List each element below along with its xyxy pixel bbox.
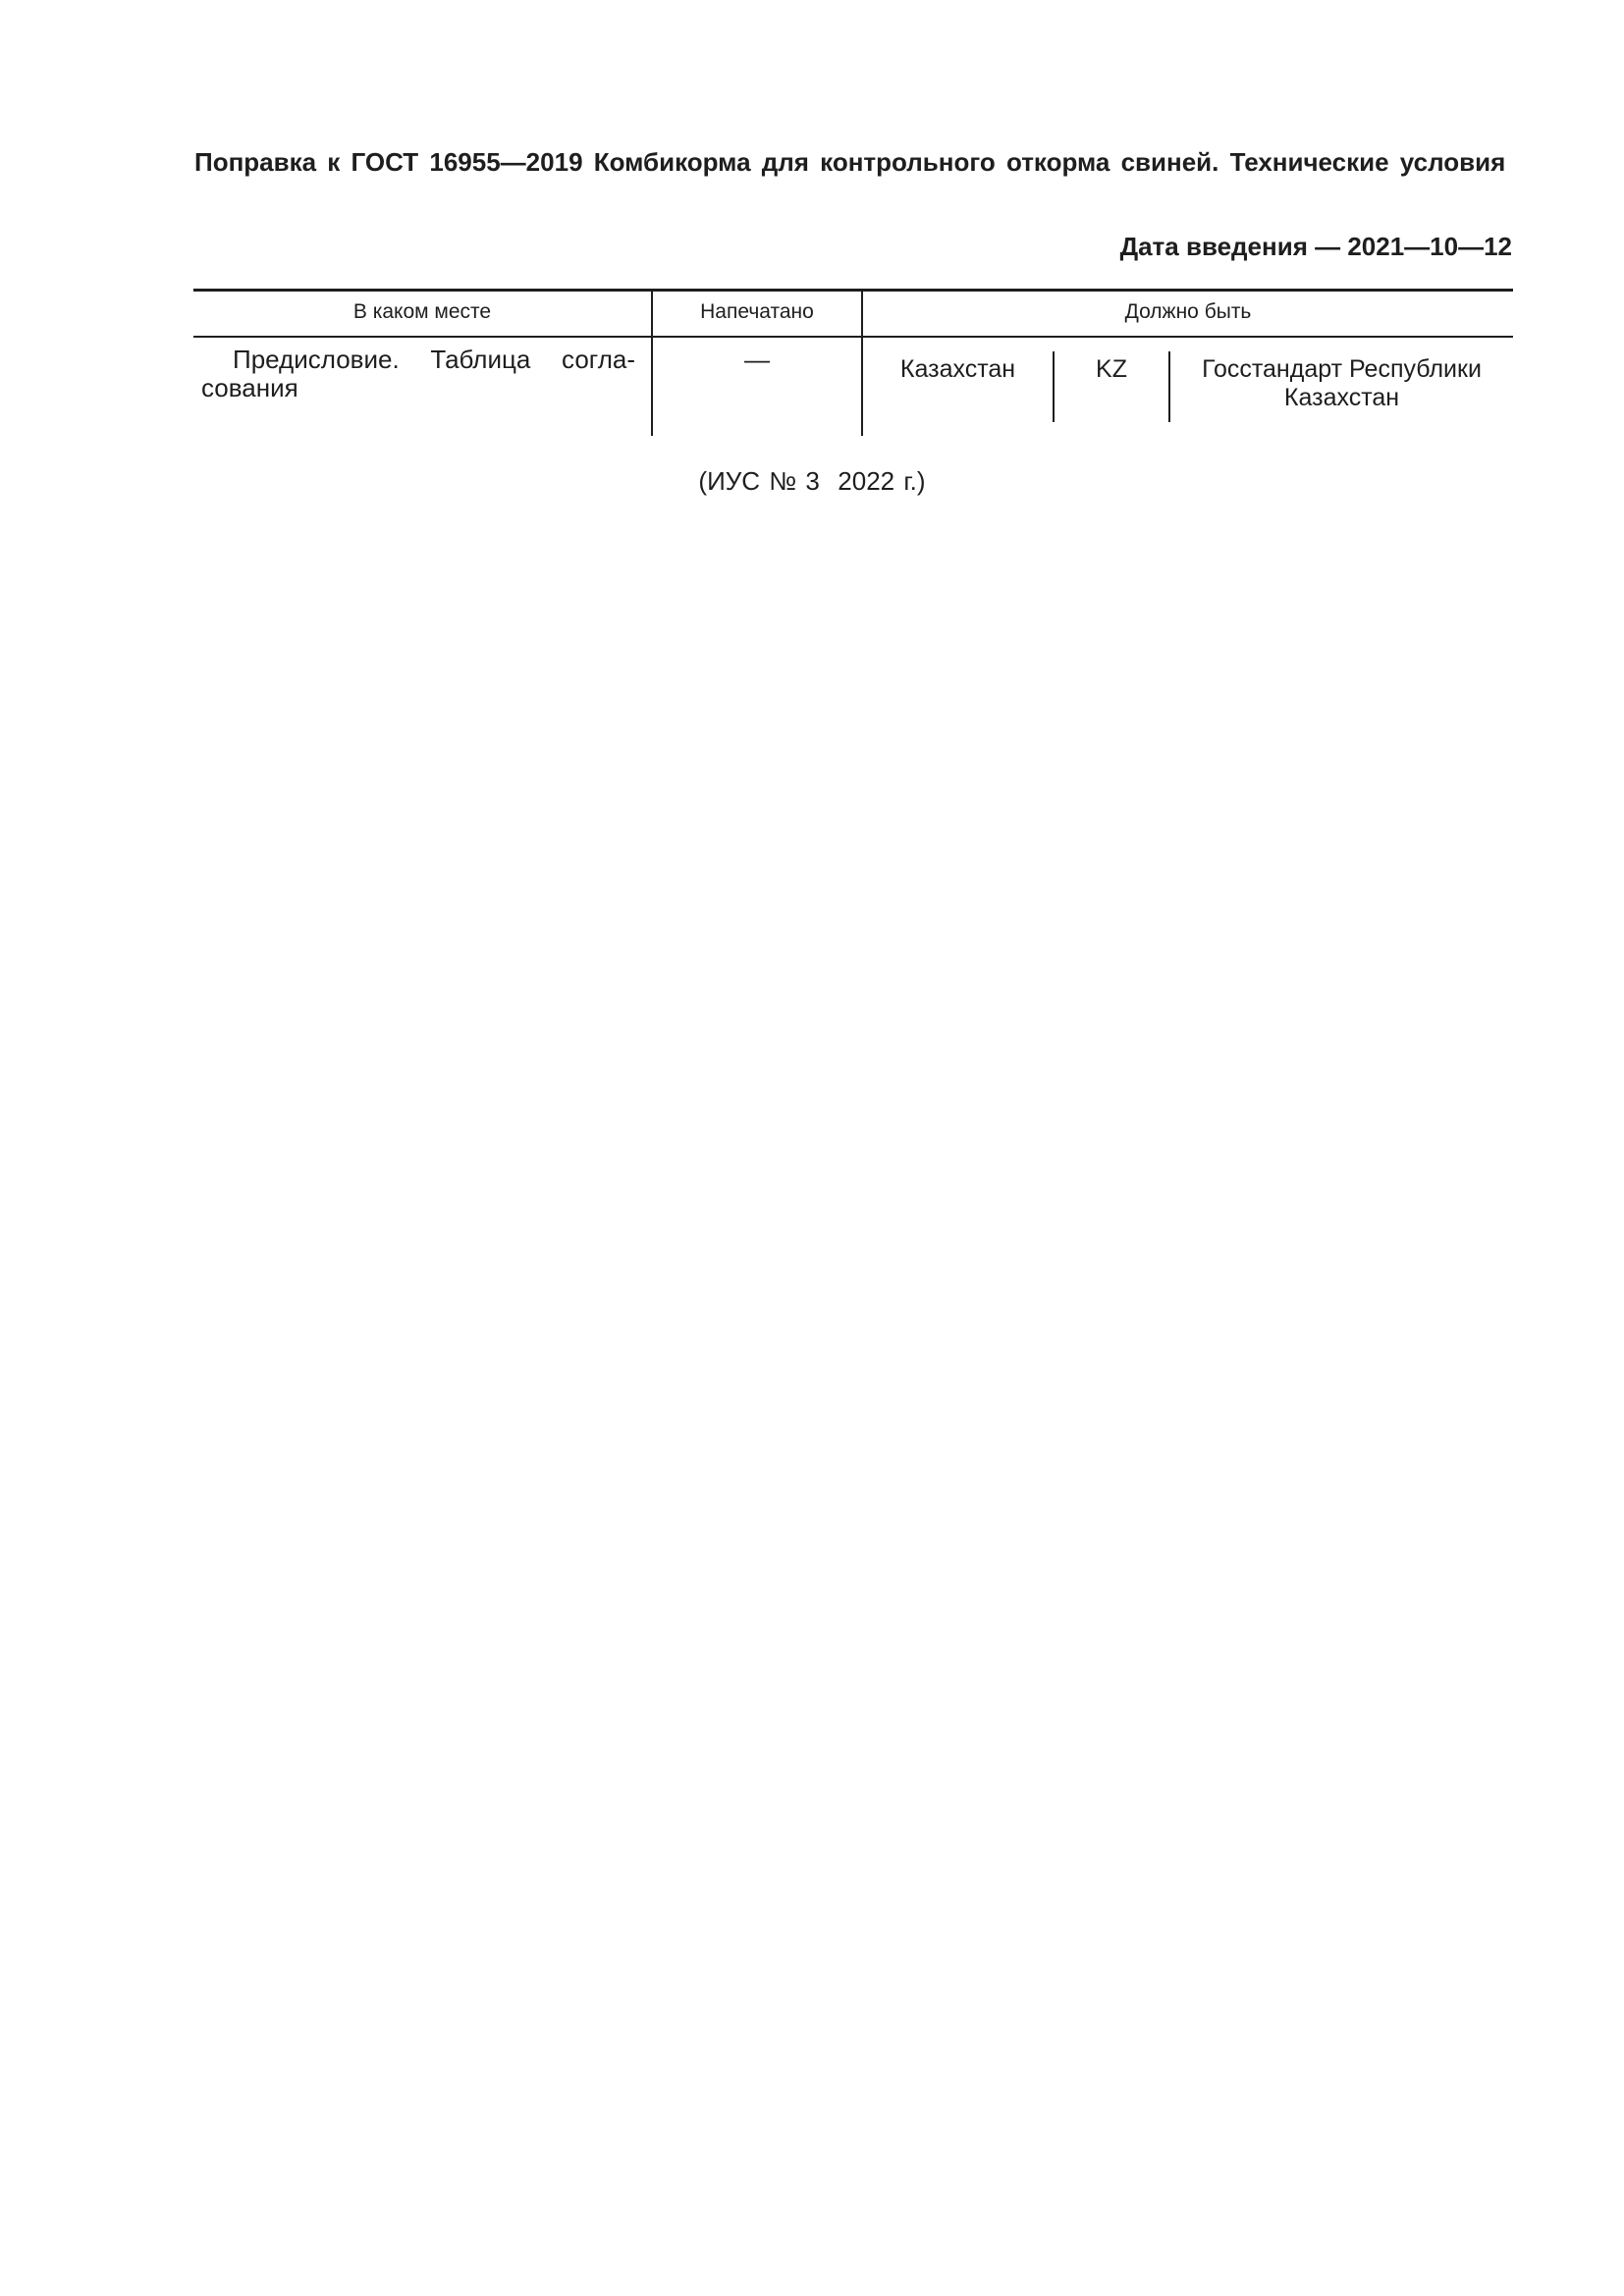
- country-cell: Казахстан: [899, 355, 1016, 383]
- country-code-cell: KZ: [1096, 355, 1127, 383]
- location-line-2: сования: [201, 373, 298, 402]
- table-top-rule: [193, 289, 1513, 292]
- authority-cell: [1170, 355, 1513, 412]
- header-printed: Напечатано: [700, 300, 814, 323]
- authority-line-2: Казахстан: [1283, 384, 1400, 411]
- location-cell: [201, 346, 635, 402]
- header-location: В каком месте: [352, 300, 492, 323]
- header-should-be: Должно быть: [1124, 300, 1252, 323]
- effective-date: Дата введения — 2021—10—12: [1119, 232, 1512, 261]
- location-line-1: Предисловие. Таблица согла-: [233, 345, 635, 374]
- amendment-table: [193, 289, 1513, 436]
- issue-note: (ИУС № 3 2022 г.): [698, 466, 926, 496]
- printed-cell: —: [744, 345, 770, 374]
- document-title: Поправка к ГОСТ 16955—2019 Комбикорма для контрольного откорма свиней. Технические условия: [194, 147, 1506, 177]
- authority-line-1: Госстандарт Республики: [1202, 355, 1482, 383]
- table-header-rule: [193, 336, 1513, 338]
